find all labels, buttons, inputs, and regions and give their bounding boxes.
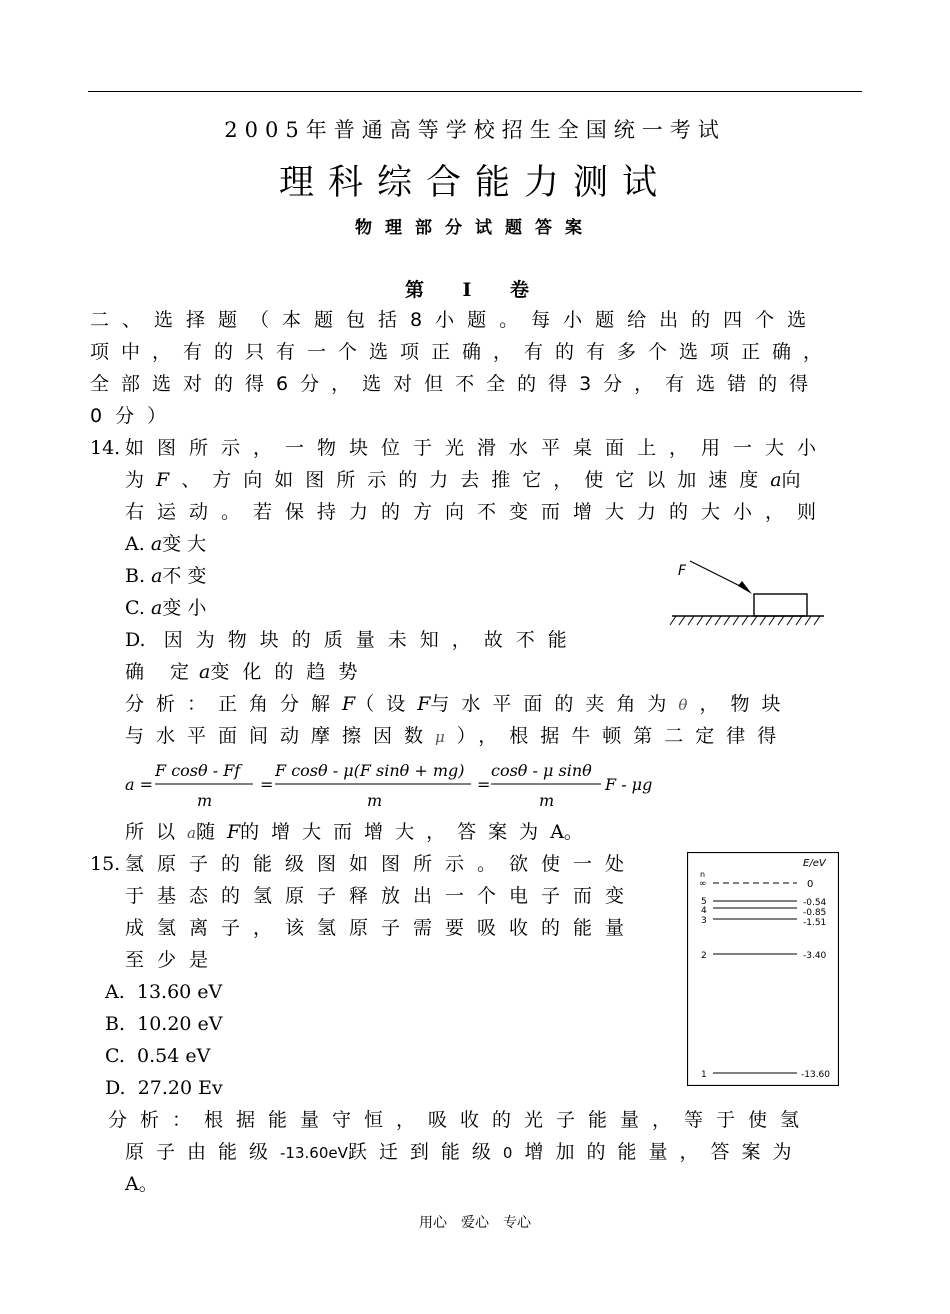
q14-option-d-var: a [199, 661, 211, 683]
q14-conclusion-answer: A。 [550, 821, 583, 843]
q14-analysis-line-2 [125, 722, 788, 751]
q15-option-b-label: B. [105, 1013, 126, 1035]
q14-conclusion [125, 818, 583, 847]
q15-option-a-text: 13.60 eV [136, 981, 223, 1003]
formula-frac2-den: m [367, 791, 383, 810]
q14-conclusion-c: 的增大而增大，答案为 [240, 821, 551, 843]
q14-line-2c: 向 [781, 469, 813, 491]
q15-option-d-text: 27.20 Ev [137, 1077, 223, 1099]
q15-analysis-2a: 原子由能级 [125, 1141, 281, 1163]
q14-conclusion-F: F [226, 821, 241, 843]
q14-conclusion-var: a [187, 824, 196, 842]
formula-eq2: = [260, 775, 274, 794]
q14-option-a-var: a [150, 533, 163, 555]
q14-option-b-text: 不 变 [162, 565, 207, 587]
q14-line-2a: 为 [125, 469, 157, 491]
level-4-energy: -0.85 [803, 908, 827, 918]
q15-number: 15. [90, 853, 121, 875]
page-footer: 用心 爱心 专心 [419, 1215, 531, 1231]
q14-option-a-label: A. [125, 533, 145, 555]
formula-frac3-num: cosθ - μ sinθ [491, 761, 592, 780]
q14-var-F: F [156, 469, 182, 491]
q14-option-d-text: 因为物块的质量未知，故不能 [163, 629, 580, 651]
energy-axis-label: E/eV [803, 858, 826, 869]
top-rule [88, 91, 862, 92]
block-icon [754, 594, 807, 616]
formula-lhs: a = [125, 775, 154, 794]
q14-option-a-text: 变 大 [162, 533, 207, 555]
q14-line-2 [125, 466, 813, 494]
force-arrowhead-icon [738, 581, 752, 594]
q15-analysis-zero: 0 [502, 1144, 525, 1162]
instructions-line-2: 项中，有的只有一个选项正确，有的有多个选项正确， [90, 341, 835, 363]
q15-option-c-text: 0.54 eV [137, 1045, 211, 1067]
q14-option-c-var: a [150, 597, 163, 619]
formula-frac2-num: F cosθ - μ(F sinθ + mg) [275, 761, 465, 780]
q15-option-b [105, 1010, 223, 1038]
level-1-energy: -13.60 [801, 1070, 831, 1080]
q14-option-d-label: D. [125, 629, 146, 651]
q15-line-1: 氢原子的能级图如图所示。欲使一处 [125, 853, 638, 875]
q15-analysis-line-1: 分析：根据能量守恒，吸收的光子能量，等于使氢 [108, 1109, 813, 1131]
q15-analysis-2c: 增加的能量，答案为 [524, 1141, 804, 1163]
q14-analysis-1c: 与水平面的夹角为 [430, 693, 679, 715]
level-2-n: 2 [701, 951, 707, 961]
q14-analysis-var-F2: F [417, 693, 431, 715]
ground-hatch [670, 616, 820, 625]
level-2-energy: -3.40 [803, 951, 827, 961]
level-inf-n: ∞ [699, 879, 707, 889]
level-3-energy: -1.51 [803, 918, 827, 928]
q14-analysis-line-1 [125, 690, 792, 719]
formula-tail: F - μg [605, 775, 653, 794]
level-3-n: 3 [701, 916, 707, 926]
q14-conclusion-a: 所以 [125, 821, 188, 843]
hydrogen-energy-level-diagram [687, 852, 839, 1086]
volume-title: 第 I 卷 [404, 279, 546, 301]
q14-option-d-line-2b: 变化的趋势 [210, 661, 371, 683]
q15-line-3: 成氢离子，该氢原子需要吸收的能量 [125, 917, 638, 939]
level-1-n: 1 [701, 1070, 707, 1080]
q15-option-d-label: D. [105, 1077, 126, 1099]
exam-title: 2005年普通高等学校招生全国统一考试 [224, 118, 726, 142]
section-title: 物理部分试题答案 [355, 218, 595, 238]
q15-option-c-label: C. [105, 1045, 125, 1067]
q14-analysis-mu: μ [435, 728, 457, 746]
q14-analysis-2b: ），根据牛顿第二定律得 [456, 725, 789, 747]
formula-frac1-den: m [197, 791, 213, 810]
q14-analysis-var-F: F [342, 693, 356, 715]
force-arrow-line [690, 561, 746, 589]
q14-option-b [125, 562, 206, 590]
q14-option-b-label: B. [125, 565, 146, 587]
q14-option-d [125, 626, 580, 654]
q14-analysis-theta: θ [678, 696, 700, 714]
q14-force-diagram [668, 553, 828, 633]
q14-analysis-2a: 与水平面间动摩擦因数 [125, 725, 436, 747]
q14-number: 14. [90, 437, 121, 459]
q14-option-d-line-2a: 确 定 [125, 661, 200, 683]
q14-var-a: a [770, 469, 782, 491]
q14-line-1: 如图所示，一物块位于光滑水平桌面上，用一大小 [125, 437, 830, 459]
instructions-line-3: 全部选对的得6分，选对但不全的得3分，有选错的得 [90, 373, 821, 395]
q15-line-2: 于基态的氢原子释放出一个电子而变 [125, 885, 638, 907]
q15-analysis-line-2 [125, 1138, 803, 1167]
instructions-line-1: 二、选择题（本题包括8小题。每小题给出的四个选 [90, 309, 820, 331]
q14-line-2b: 、方向如图所示的力去推它，使它以加速度 [181, 469, 771, 491]
q14-option-c [125, 594, 206, 622]
q15-option-d [105, 1074, 223, 1102]
q15-analysis-value: -13.60eV [280, 1144, 348, 1162]
q14-option-b-var: a [151, 565, 163, 587]
level-4-n: 4 [701, 906, 707, 916]
q14-figure-label: F [678, 563, 687, 579]
formula-eq3: = [477, 775, 491, 794]
q15-analysis-line-3: A。 [125, 1173, 158, 1195]
q14-formula [125, 758, 665, 818]
level-5-energy: -0.54 [803, 898, 827, 908]
level-inf-energy: 0 [807, 879, 814, 890]
q14-option-d-line-2 [125, 658, 370, 686]
q14-option-a [125, 530, 206, 558]
q15-option-b-text: 10.20 eV [137, 1013, 223, 1035]
q15-analysis-2b: 跃迁到能级 [347, 1141, 503, 1163]
q15-option-a-label: A. [105, 981, 125, 1003]
level-n-label: n [700, 870, 706, 879]
q14-analysis-1d: ，物块 [699, 693, 793, 715]
formula-frac3-den: m [539, 791, 555, 810]
formula-frac1-num: F cosθ - Ff [155, 761, 241, 780]
q14-line-3: 右运动。若保持力的方向不变而增大力的大小，则 [125, 501, 830, 523]
q14-option-c-text: 变 小 [162, 597, 207, 619]
subject-title: 理科综合能力测试 [278, 163, 671, 203]
q14-analysis-1b: （设 [355, 693, 418, 715]
q14-analysis-1a: 分析：正角分解 [125, 693, 343, 715]
q15-option-c [105, 1042, 210, 1070]
instructions-line-4: 0分） [90, 405, 180, 427]
q14-conclusion-b: 随 [195, 821, 227, 843]
q15-option-a [105, 978, 222, 1006]
level-5-n: 5 [701, 897, 707, 907]
q14-option-c-label: C. [125, 597, 145, 619]
q15-line-4: 至少是 [125, 949, 222, 971]
